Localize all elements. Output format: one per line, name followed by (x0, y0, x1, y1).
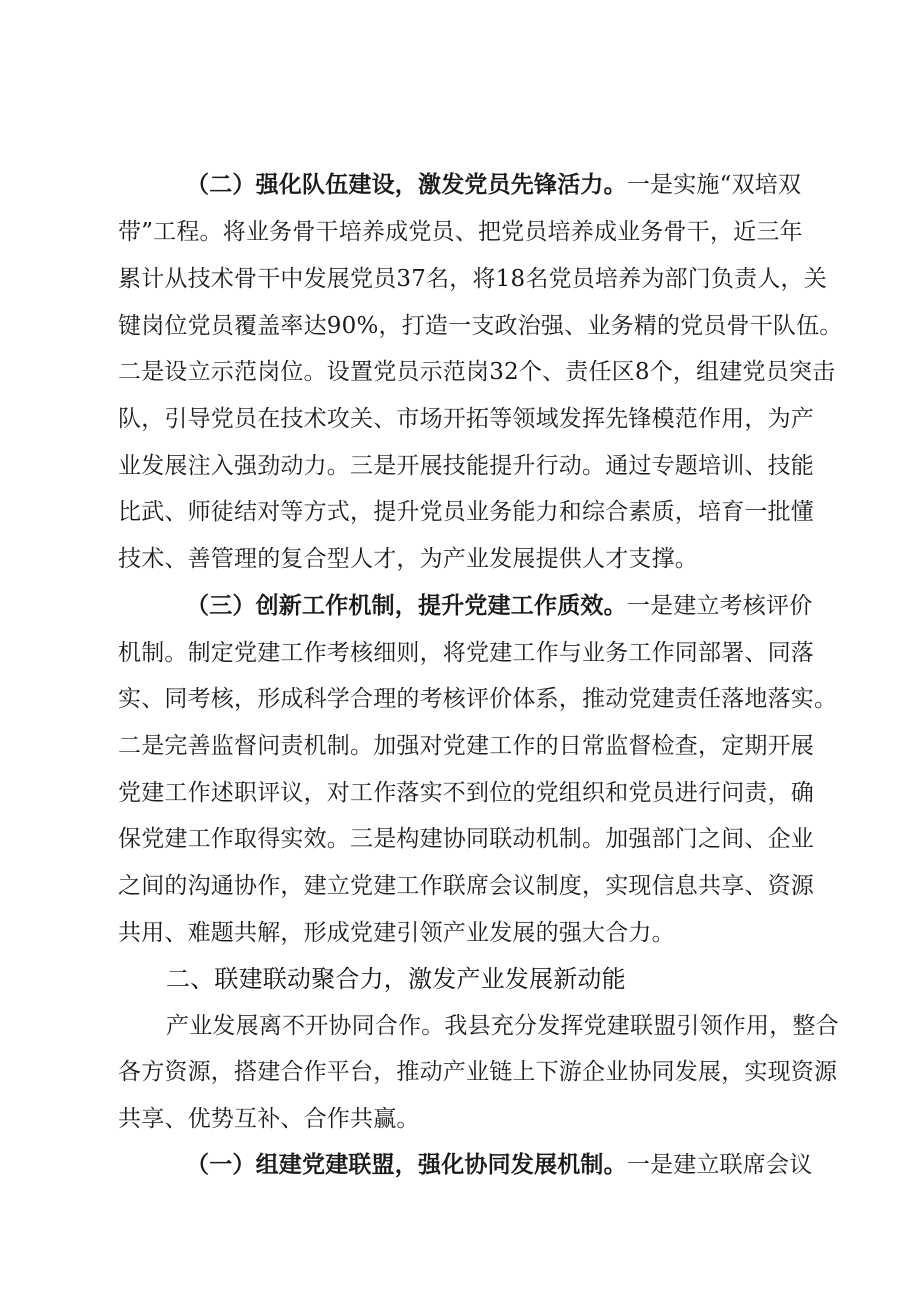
paragraph-line: 共享、优势互补、合作共赢。 (118, 1106, 420, 1132)
paragraph-line: 实、同考核，形成科学合理的考核评价体系，推动党建责任落地落实。 (118, 686, 838, 712)
paragraph-line (186, 591, 812, 621)
paragraph-line: 保党建工作取得实效。三是构建协同联动机制。加强部门之间、企业 (118, 826, 814, 852)
section-lead: （一）组建党建联盟，强化协同发展机制。 (186, 1151, 627, 1178)
section-lead: （三）创新工作机制，提升党建工作质效。 (186, 592, 627, 619)
paragraph-line: 技术、善管理的复合型人才，为产业发展提供人才支撑。 (118, 546, 698, 572)
paragraph-line: 共用、难题共解，形成党建引领产业发展的强大合力。 (118, 920, 675, 946)
paragraph-line: 机制。制定党建工作考核细则，将党建工作与业务工作同部署、同落 (118, 640, 814, 666)
text-run: 一是建立考核评价 (626, 593, 813, 619)
paragraph-line (186, 170, 801, 200)
paragraph-line: 累计从技术骨干中发展党员37名，将18名党员培养为部门负责人，关 (118, 266, 827, 292)
paragraph-line: 党建工作述职评议，对工作落实不到位的党组织和党员进行问责，确 (118, 780, 814, 806)
paragraph-line: 之间的沟通协作，建立党建工作联席会议制度，实现信息共享、资源 (118, 873, 814, 899)
paragraph-line (186, 1150, 812, 1180)
section-heading: 二、联建联动聚合力，激发产业发展新动能 (166, 965, 626, 993)
paragraph-line: 二是完善监督问责机制。加强对党建工作的日常监督检查，定期开展 (118, 733, 814, 759)
paragraph-line: 二是设立示范岗位。设置党员示范岗32个、责任区8个，组建党员突击 (118, 359, 836, 385)
paragraph-line: 队，引导党员在技术攻关、市场开拓等领域发挥先锋模范作用，为产 (118, 406, 814, 432)
text-run: 一是建立联席会议 (626, 1152, 813, 1178)
paragraph-line: 各方资源，搭建合作平台，推动产业链上下游企业协同发展，实现资源 (118, 1059, 838, 1085)
paragraph-line: 产业发展离不开协同合作。我县充分发挥党建联盟引领作用，整合 (166, 1013, 839, 1039)
text-run: 一是实施“双培双 (626, 172, 802, 198)
paragraph-line: 键岗位党员覆盖率达90%，打造一支政治强、业务精的党员骨干队伍。 (118, 313, 843, 339)
paragraph-line: 带”工程。将业务骨干培养成党员、把党员培养成业务骨干，近三年 (118, 219, 803, 245)
paragraph-line: 比武、师徒结对等方式，提升党员业务能力和综合素质，培育一批懂 (118, 499, 814, 525)
paragraph-line: 业发展注入强劲动力。三是开展技能提升行动。通过专题培训、技能 (118, 453, 814, 479)
section-lead: （二）强化队伍建设，激发党员先锋活力。 (186, 171, 627, 198)
